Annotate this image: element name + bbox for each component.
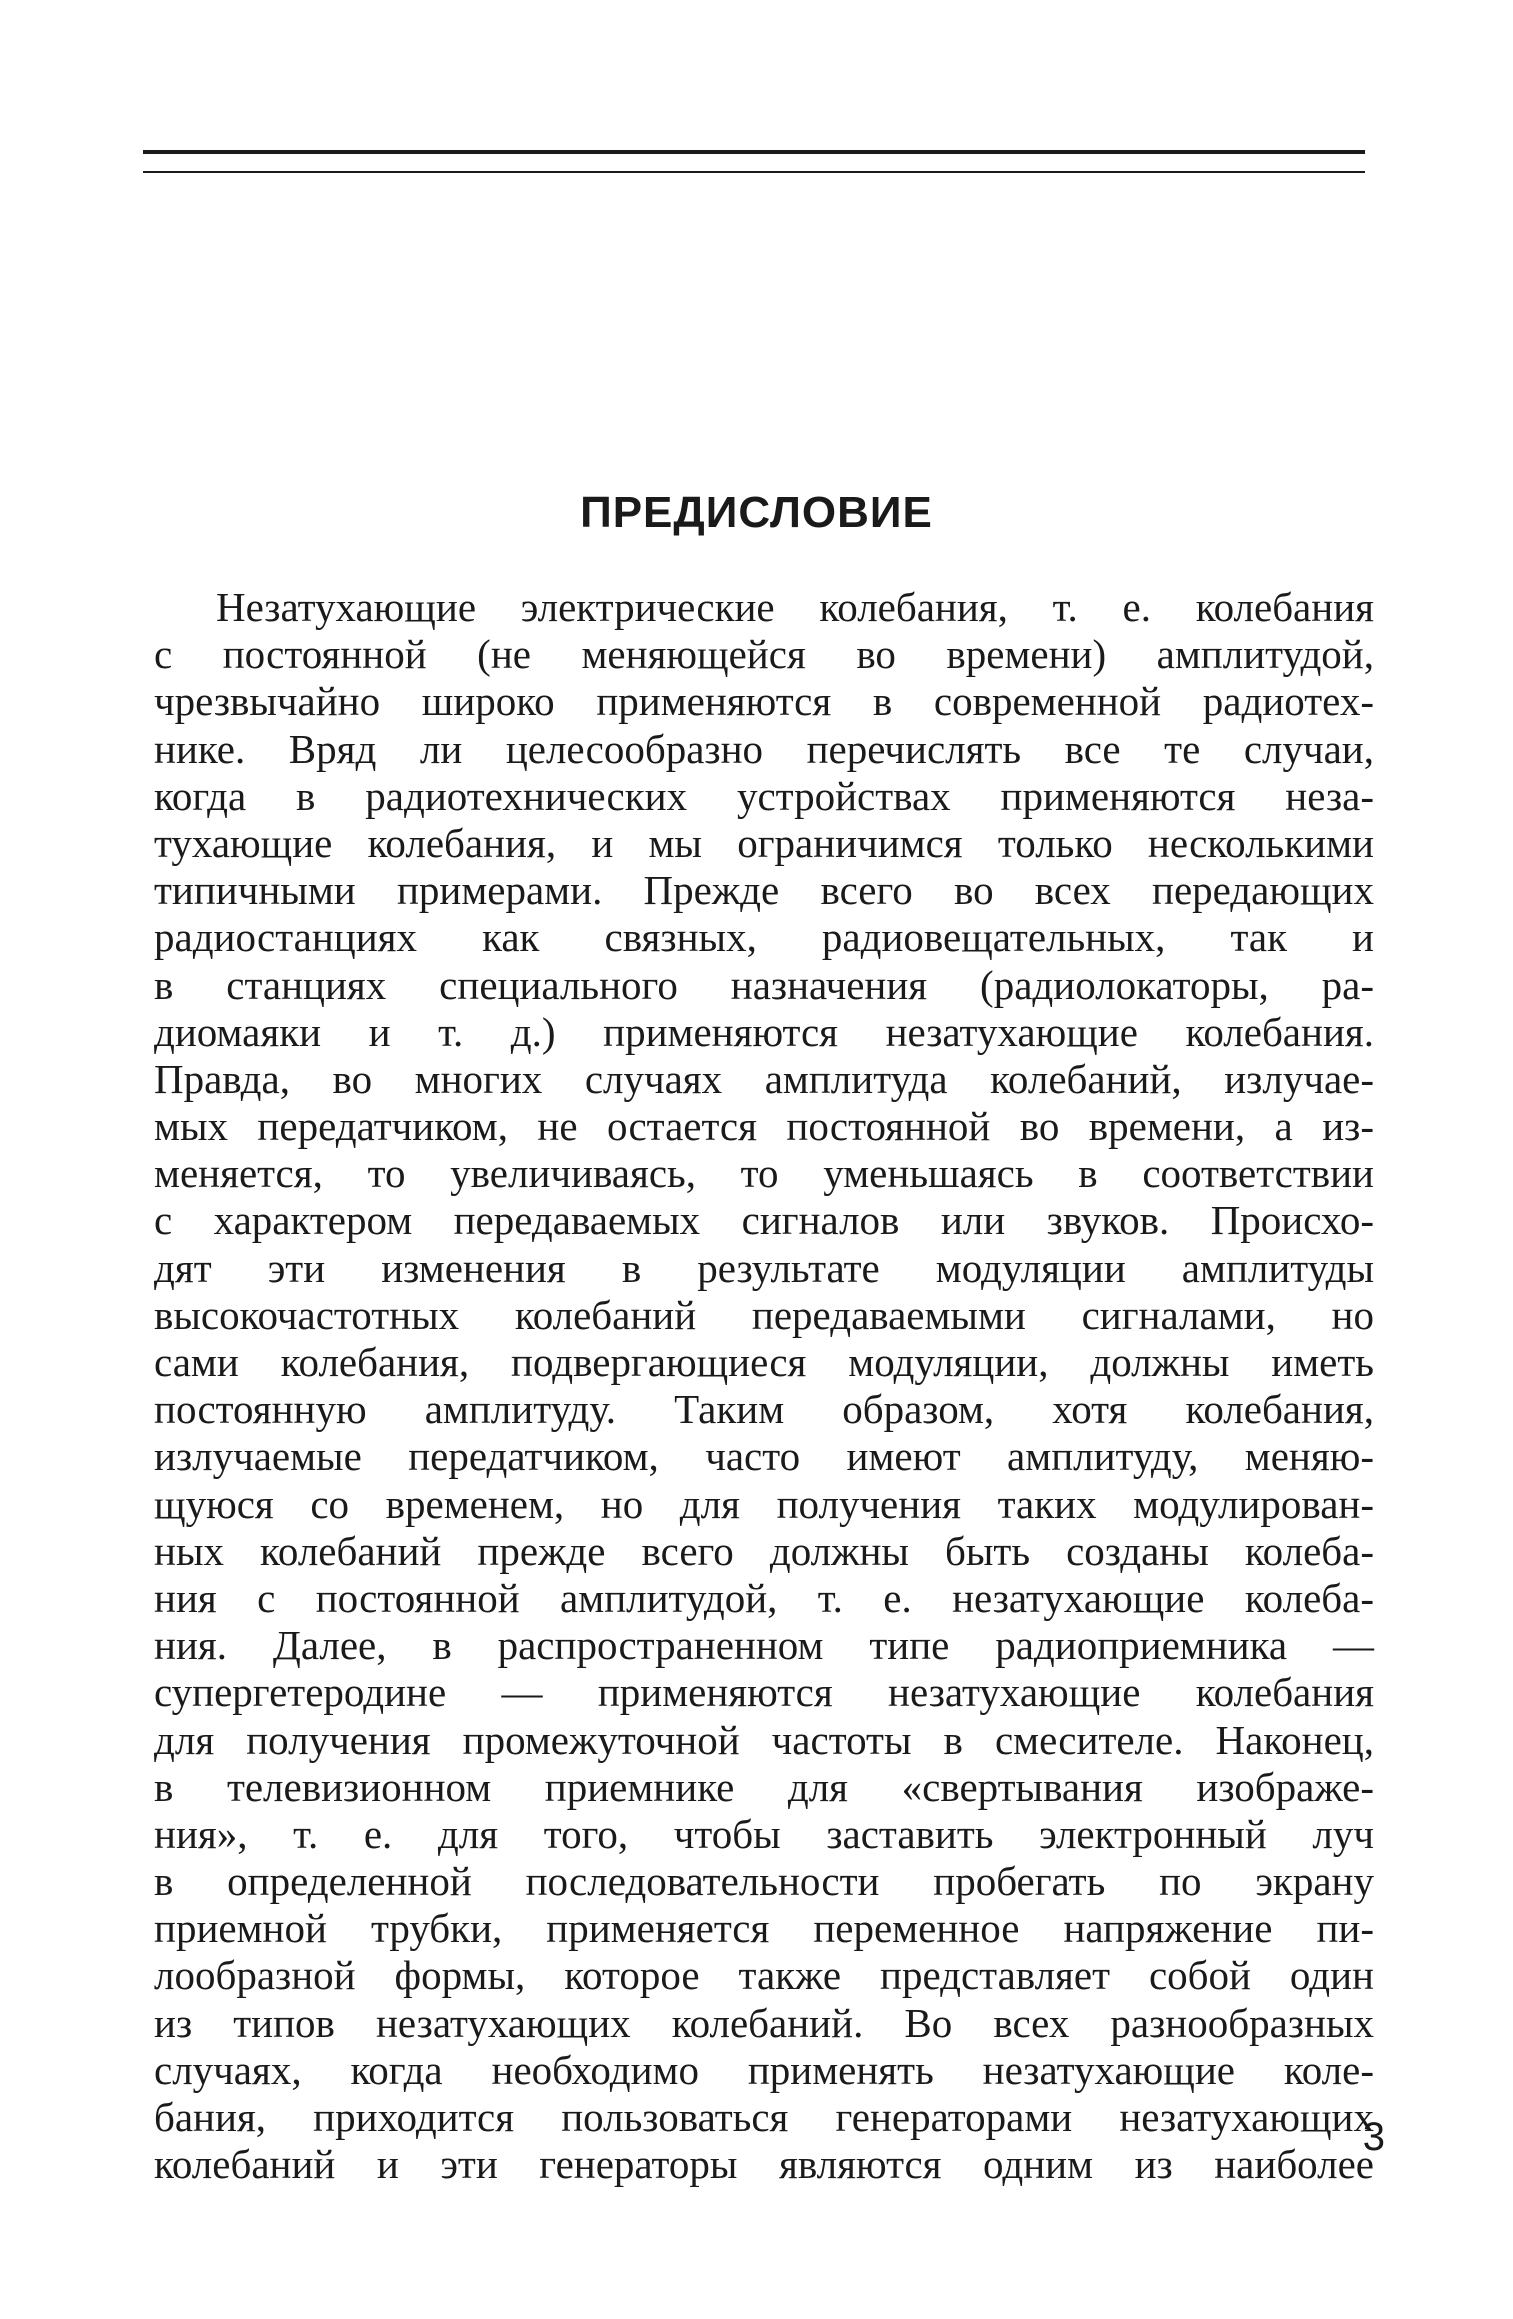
text-line: случаях, когда необходимо применять незатухающие коле- (154, 2046, 1374, 2093)
text-line: Правда, во многих случаях амплитуда колебаний, излучае- (154, 1055, 1374, 1102)
text-line: супергетеродине — применяются незатухающие колебания (154, 1669, 1374, 1716)
text-line: радиостанциях как связных, радиовещательных, так и (154, 914, 1374, 961)
text-line: колебаний и эти генераторы являются одним из наиболее (154, 2141, 1374, 2188)
text-line: высокочастотных колебаний передаваемыми сигналами, но (154, 1291, 1374, 1338)
text-line: меняется, то увеличиваясь, то уменьшаясь в соответствии (154, 1150, 1374, 1197)
text-line: ния», т. е. для того, чтобы заставить электронный луч (154, 1810, 1374, 1857)
header-rule-bottom (143, 171, 1365, 173)
text-line: ных колебаний прежде всего должны быть созданы колеба- (154, 1527, 1374, 1574)
text-line: в телевизионном приемнике для «свертывания изображе- (154, 1763, 1374, 1810)
text-line: в станциях специального назначения (радиолокаторы, ра- (154, 961, 1374, 1008)
text-line: излучаемые передатчиком, часто имеют амплитуду, меняю- (154, 1433, 1374, 1480)
text-line: мых передатчиком, не остается постоянной во времени, а из- (154, 1103, 1374, 1150)
text-line: щуюся со временем, но для получения таких модулирован- (154, 1480, 1374, 1527)
text-line: тухающие колебания, и мы ограничимся только несколькими (154, 819, 1374, 866)
text-line: ния. Далее, в распространенном типе радиоприемника — (154, 1622, 1374, 1669)
text-line: приемной трубки, применяется переменное напряжение пи- (154, 1905, 1374, 1952)
text-line: для получения промежуточной частоты в смесителе. Наконец, (154, 1716, 1374, 1763)
text-line: постоянную амплитуду. Таким образом, хотя колебания, (154, 1386, 1374, 1433)
text-line: сами колебания, подвергающиеся модуляции, должны иметь (154, 1339, 1374, 1385)
text-line: лообразной формы, которое также представляет собой один (154, 1952, 1374, 1999)
page-number: 3 (1362, 2115, 1385, 2159)
text-line: Незатухающие электрические колебания, т. е. колебания (216, 584, 1374, 630)
text-line: в определенной последовательности пробегать по экрану (154, 1858, 1374, 1905)
body-text (154, 584, 1374, 2188)
header-rule-top (143, 150, 1365, 154)
page-title: ПРЕДИСЛОВИЕ (580, 488, 933, 537)
text-line: чрезвычайно широко применяются в современной радиотех- (154, 678, 1374, 725)
text-line: дят эти изменения в результате модуляции амплитуды (154, 1244, 1374, 1291)
text-line: с постоянной (не меняющейся во времени) амплитудой, (154, 631, 1374, 678)
text-line: с характером передаваемых сигналов или звуков. Происхо- (154, 1197, 1374, 1244)
text-line: бания, приходится пользоваться генераторами незатухающих (154, 2094, 1374, 2140)
text-line: когда в радиотехнических устройствах применяются неза- (154, 772, 1374, 819)
text-line: из типов незатухающих колебаний. Во всех разнообразных (154, 1999, 1374, 2046)
text-line: ния с постоянной амплитудой, т. е. незатухающие колеба- (154, 1574, 1374, 1621)
text-line: диомаяки и т. д.) применяются незатухающие колебания. (154, 1008, 1374, 1055)
text-line: типичными примерами. Прежде всего во всех передающих (154, 867, 1374, 914)
text-line: нике. Вряд ли целесообразно перечислять все те случаи, (154, 725, 1374, 772)
